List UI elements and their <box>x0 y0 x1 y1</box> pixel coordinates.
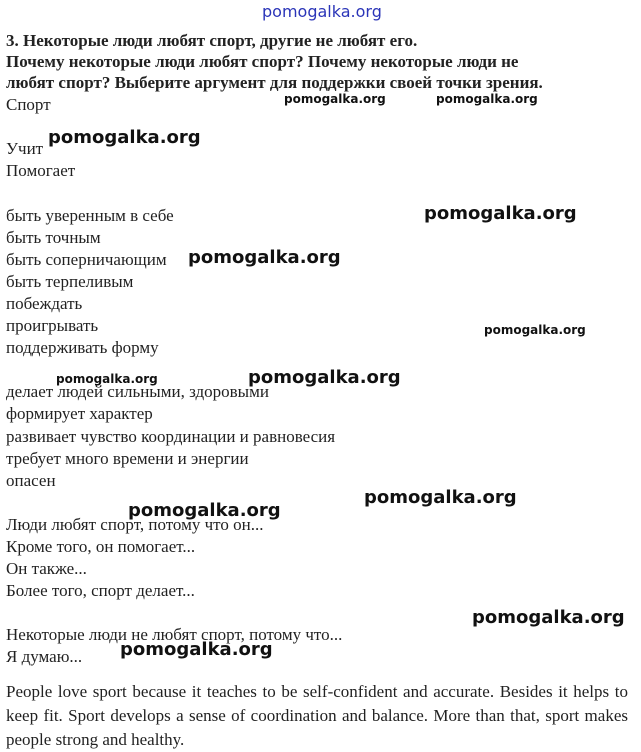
watermark: pomogalka.org <box>424 203 577 224</box>
phrase-line: Более того, спорт делает... <box>6 581 195 600</box>
answer-paragraph: People love sport because it teaches to be self-confident and accurate. Besides it helps to keep fit. Sport develops a sense of coordination and balance. More than that, sport makes people strong and healthy. <box>6 682 628 749</box>
watermark: pomogalka.org <box>128 500 281 521</box>
list-item: делает людей сильными, здоровыми <box>6 382 269 401</box>
label-sport: Спорт <box>6 95 51 114</box>
watermark: pomogalka.org <box>248 367 401 388</box>
watermark: pomogalka.org <box>188 247 341 268</box>
question-line-2: Почему некоторые люди любят спорт? Почему некоторые люди не <box>6 52 519 71</box>
watermark: pomogalka.org <box>120 639 273 660</box>
list-item: проигрывать <box>6 316 99 335</box>
list-item: опасен <box>6 471 56 490</box>
phrase-line: Я думаю... <box>6 647 83 666</box>
list-item: быть соперничающим <box>6 250 167 269</box>
watermark: pomogalka.org <box>364 487 517 508</box>
phrase-line: Люди любят спорт, потому что он... <box>6 515 264 534</box>
list-item: развивает чувство координации и равновесия <box>6 427 336 446</box>
phrase-line: Некоторые люди не любят спорт, потому что... <box>6 625 343 644</box>
phrase-line: Кроме того, он помогает... <box>6 537 196 556</box>
watermark: pomogalka.org <box>48 127 201 148</box>
list-item: требует много времени и энергии <box>6 449 249 468</box>
list-item: быть точным <box>6 228 101 247</box>
watermark: pomogalka.org <box>472 607 625 628</box>
phrase-line: Он также... <box>6 559 87 578</box>
watermark: pomogalka.org <box>436 92 538 106</box>
list-item: формирует характер <box>6 404 153 423</box>
list-item: поддерживать форму <box>6 338 159 357</box>
list-item: быть терпеливым <box>6 272 134 291</box>
label-teaches: Учит <box>6 139 44 158</box>
label-helps: Помогает <box>6 161 76 180</box>
watermark: pomogalka.org <box>262 2 382 21</box>
question-line-3: любят спорт? Выберите аргумент для поддержки своей точки зрения. <box>6 73 543 92</box>
watermark: pomogalka.org <box>284 92 386 106</box>
question-line-1: 3. Некоторые люди любят спорт, другие не любят его. <box>6 31 418 50</box>
list-item: быть уверенным в себе <box>6 206 174 225</box>
watermark: pomogalka.org <box>56 372 158 386</box>
watermark: pomogalka.org <box>484 323 586 337</box>
list-item: побеждать <box>6 294 83 313</box>
